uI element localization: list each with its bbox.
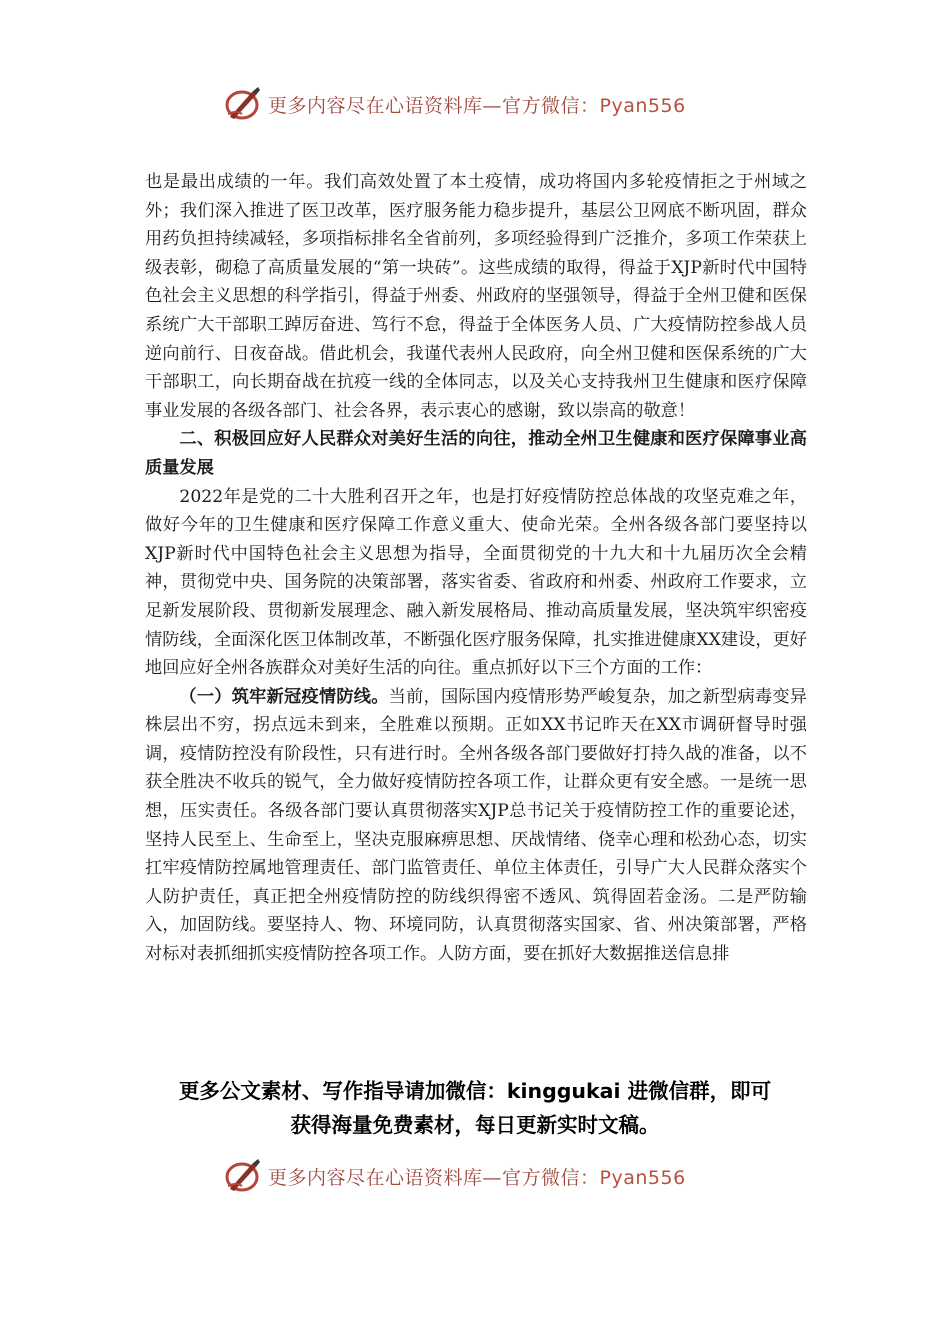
footer-banner: [222, 1154, 742, 1198]
paragraph-1: 也是最出成绩的一年。我们高效处置了本土疫情，成功将国内多轮疫情拒之于州域之外；我们深入推进了医卫改革，医疗服务能力稳步提升，基层公卫网底不断巩固，群众用药负担持续减轻，多项指标排名全省前列，多项经验得到广泛推介，多项工作荣获上级表彰，砌稳了高质量发展的“第一块砖”。这些成绩的取得，得益于XJP新时代中国特色社会主义思想的科学指引，得益于州委、州政府的坚强领导，得益于全州卫健和医保系统广大干部职工踔厉奋进、笃行不怠，得益于全体医务人员、广大疫情防控参战人员逆向前行、日夜奋战。借此机会，我谨代表州人民政府，向全州卫健和医保系统的广大干部职工，向长期奋战在抗疫一线的全体同志，以及关心支持我州卫生健康和医疗保障事业发展的各级各部门、社会各界，表示衷心的感谢，致以崇高的敬意！: [145, 172, 807, 421]
header-banner: [222, 82, 742, 126]
paragraph-3-text: 当前，国际国内疫情形势严峻复杂，加之新型病毒变异株层出不穷，拐点远未到来，全胜难以预期。正如XX书记昨天在XX市调研督导时强调，疫情防控没有阶段性，只有进行时。全州各级各部门要做好打持久战的准备，以不获全胜决不收兵的锐气，全力做好疫情防控各项工作，让群众更有安全感。一是统一思想，压实责任。各级各部门要认真贯彻落实XJP总书记关于疫情防控工作的重要论述，坚持人民至上、生命至上，坚决克服麻痹思想、厌战情绪、侥幸心理和松劲心态，切实扛牢疫情防控属地管理责任、部门监管责任、单位主体责任，引导广大人民群众落实个人防护责任，真正把全州疫情防控的防线织得密不透风、筑得固若金汤。二是严防输入，加固防线。要坚持人、物、环境同防，认真贯彻落实国家、省、州决策部署，严格对标对表抓细抓实疫情防控各项工作。人防方面，要在抓好大数据推送信息排: [145, 686, 807, 965]
promo-notice: [150, 1074, 800, 1142]
footer-wechat-id: Pyan556: [599, 1166, 686, 1189]
section-heading-2: 二、积极回应好人民群众对美好生活的向往，推动全州卫生健康和医疗保障事业高质量发展: [145, 429, 807, 478]
pen-logo-icon: [222, 84, 262, 124]
footer-banner-text: 更多内容尽在心语资料库—官方微信：Pyan556: [268, 1166, 686, 1189]
promo-line-2: 获得海量免费素材，每日更新实时文稿。: [290, 1113, 660, 1137]
paragraph-3-lead: （一）筑牢新冠疫情防线。: [179, 686, 389, 707]
promo-line-1: 更多公文素材、写作指导请加微信：kinggukai 进微信群，即可: [178, 1079, 772, 1103]
document-body: [145, 168, 807, 969]
pen-logo-icon: [222, 1156, 262, 1196]
paragraph-2: 2022年是党的二十大胜利召开之年，也是打好疫情防控总体战的攻坚克难之年，做好今年的卫生健康和医疗保障工作意义重大、使命光荣。全州各级各部门要坚持以XJP新时代中国特色社会主义思想为指导，全面贯彻党的十九大和十九届历次全会精神，贯彻党中央、国务院的决策部署，落实省委、省政府和州委、州政府工作要求，立足新发展阶段、贯彻新发展理念、融入新发展格局、推动高质量发展，坚决筑牢织密疫情防线，全面深化医卫体制改革，不断强化医疗服务保障，扎实推进健康XX建设，更好地回应好全州各族群众对美好生活的向往。重点抓好以下三个方面的工作：: [145, 486, 807, 679]
header-wechat-id: Pyan556: [599, 94, 686, 117]
paragraph-3: [145, 683, 807, 969]
header-banner-text: 更多内容尽在心语资料库—官方微信：Pyan556: [268, 94, 686, 117]
